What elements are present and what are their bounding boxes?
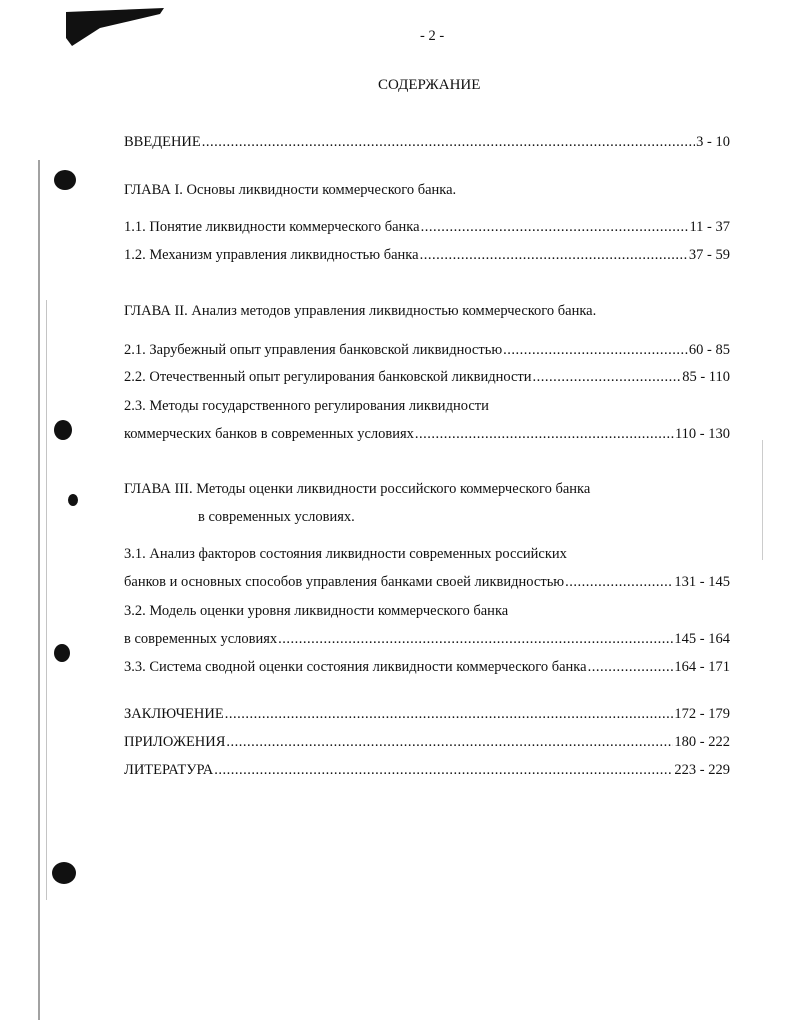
chapter-3-heading-line2: в современных условиях. <box>198 509 355 525</box>
page-number: - 2 - <box>420 28 445 44</box>
toc-entry-appendices[interactable] <box>124 732 730 752</box>
toc-label: ПРИЛОЖЕНИЯ <box>124 734 226 750</box>
toc-entry-3-2-line1: 3.2. Модель оценки уровня ликвидности коммерческого банка <box>124 603 509 619</box>
dot-leader <box>202 132 695 152</box>
toc-label: 1.1. Понятие ликвидности коммерческого банка <box>124 219 420 235</box>
toc-label: коммерческих банков в современных условиях <box>124 426 414 442</box>
page-title: СОДЕРЖАНИЕ <box>378 77 481 93</box>
toc-pages: 172 - 179 <box>674 706 730 722</box>
dot-leader <box>415 424 674 444</box>
toc-pages: 60 - 85 <box>688 342 730 358</box>
toc-pages: 85 - 110 <box>682 369 730 385</box>
hole-punch-mark <box>52 862 76 884</box>
toc-label: ВВЕДЕНИЕ <box>124 134 201 150</box>
toc-entry-intro[interactable] <box>124 132 730 152</box>
toc-label: ЗАКЛЮЧЕНИЕ <box>124 706 224 722</box>
toc-entry-2-3[interactable] <box>124 424 730 444</box>
chapter-1-heading: ГЛАВА I. Основы ликвидности коммерческого банка. <box>124 182 457 198</box>
dot-leader <box>533 367 682 387</box>
dot-leader <box>214 760 673 780</box>
toc-entry-2-2[interactable] <box>124 367 730 387</box>
scan-edge-line <box>38 160 40 1020</box>
hole-punch-mark <box>54 420 72 440</box>
toc-pages: 164 - 171 <box>674 659 730 675</box>
hole-punch-mark <box>68 494 78 506</box>
toc-label: ЛИТЕРАТУРА <box>124 762 214 778</box>
toc-label: 2.1. Зарубежный опыт управления банковской ликвидностью <box>124 342 503 358</box>
toc-pages: 37 - 59 <box>688 247 730 263</box>
toc-entry-3-1-line1: 3.1. Анализ факторов состояния ликвидности современных российских <box>124 546 567 562</box>
dot-leader <box>503 340 688 360</box>
toc-entry-2-1[interactable] <box>124 340 730 360</box>
toc-label: в современных условиях <box>124 631 278 647</box>
toc-label: 1.2. Механизм управления ликвидностью банка <box>124 247 419 263</box>
hole-punch-mark <box>54 644 70 662</box>
dot-leader <box>226 732 673 752</box>
scan-edge-line-2 <box>46 300 47 900</box>
chapter-2-heading: ГЛАВА II. Анализ методов управления ликвидностью коммерческого банка. <box>124 303 597 319</box>
dot-leader <box>588 657 674 677</box>
dot-leader <box>420 245 688 265</box>
toc-entry-2-3-line1: 2.3. Методы государственного регулирования ликвидности <box>124 398 489 414</box>
dot-leader <box>565 572 673 592</box>
hole-punch-mark <box>54 170 76 190</box>
chapter-3-heading: ГЛАВА III. Методы оценки ликвидности российского коммерческого банка <box>124 481 591 497</box>
toc-label: банков и основных способов управления банками своей ликвидностью <box>124 574 565 590</box>
toc-entry-1-2[interactable] <box>124 245 730 265</box>
toc-entry-3-2[interactable] <box>124 629 730 649</box>
dot-leader <box>421 217 689 237</box>
toc-entry-1-1[interactable] <box>124 217 730 237</box>
toc-pages: 3 - 10 <box>696 134 730 150</box>
toc-pages: 131 - 145 <box>674 574 730 590</box>
toc-pages: 110 - 130 <box>674 426 730 442</box>
dot-leader <box>278 629 673 649</box>
toc-label: 2.2. Отечественный опыт регулирования банковской ликвидности <box>124 369 532 385</box>
toc-entry-3-1[interactable] <box>124 572 730 592</box>
toc-pages: 145 - 164 <box>674 631 730 647</box>
dot-leader <box>225 704 674 724</box>
toc-label: 3.3. Система сводной оценки состояния ликвидности коммерческого банка <box>124 659 587 675</box>
toc-entry-conclusion[interactable] <box>124 704 730 724</box>
scan-edge-line-right <box>762 440 763 560</box>
toc-entry-literature[interactable] <box>124 760 730 780</box>
toc-entry-3-3[interactable] <box>124 657 730 677</box>
toc-pages: 180 - 222 <box>674 734 730 750</box>
toc-pages: 223 - 229 <box>674 762 730 778</box>
toc-pages: 11 - 37 <box>689 219 730 235</box>
